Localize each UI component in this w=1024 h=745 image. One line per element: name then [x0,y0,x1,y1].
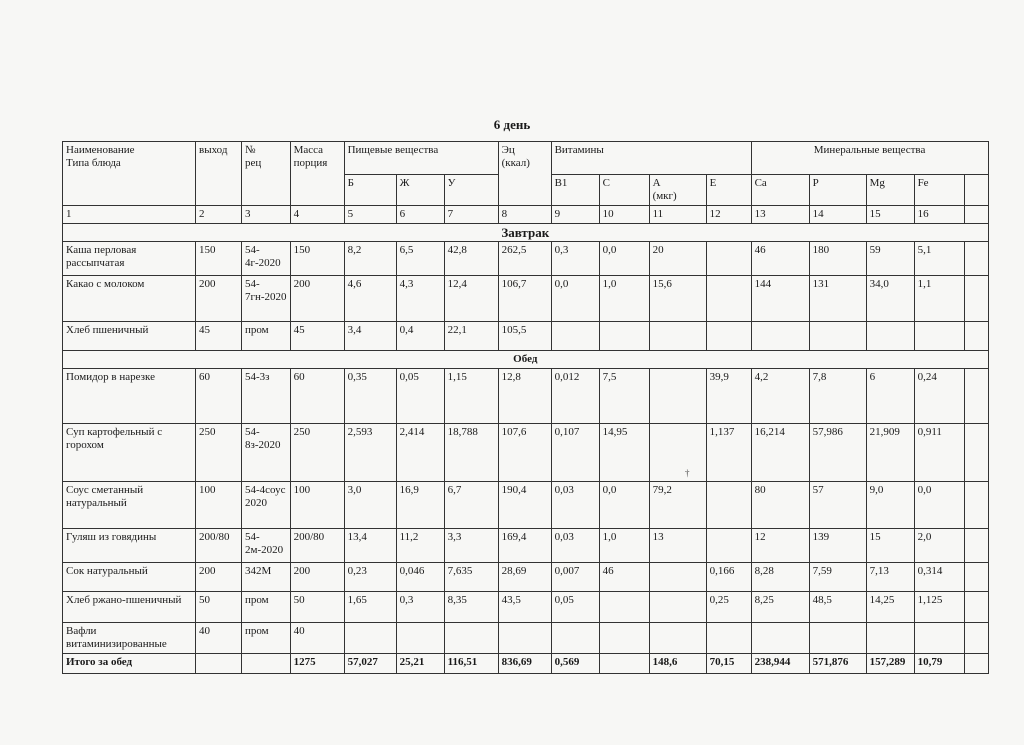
cell [444,623,498,654]
cell: 15 [866,206,914,224]
cell: 0,0 [599,242,649,276]
cell: 0,911 [914,424,964,482]
cell: 57 [809,482,866,529]
cell: 60 [196,369,242,424]
cell: 54-2м-2020 [242,529,291,563]
header-row-1 [63,142,989,175]
table-row [63,322,989,351]
cell: 1,1 [914,276,964,322]
cell: 21,909 [866,424,914,482]
column-number-row [63,206,989,224]
cell: 0,05 [551,592,599,623]
cell: 7,8 [809,369,866,424]
cell: 262,5 [498,242,551,276]
cell [599,322,649,351]
cell [964,322,988,351]
cell: 0,107 [551,424,599,482]
cell: 100 [290,482,344,529]
cell: 12 [706,206,751,224]
cell: 10 [599,206,649,224]
cell: 238,944 [751,654,809,674]
cell: 200 [290,563,344,592]
cell: 34,0 [866,276,914,322]
cell: пром [242,322,291,351]
cell [396,623,444,654]
cell: 11,2 [396,529,444,563]
cell: 2 [196,206,242,224]
cell: 1 [63,206,196,224]
cell: 1,0 [599,276,649,322]
cell: 3,0 [344,482,396,529]
cell: 46 [599,563,649,592]
cell: 1,125 [914,592,964,623]
cell: 18,788 [444,424,498,482]
cell: Сок натуральный [63,563,196,592]
table-row [63,482,989,529]
cell: 13 [751,206,809,224]
section-breakfast [63,224,989,242]
cell: 4,2 [751,369,809,424]
cell [196,654,242,674]
cell: 6,7 [444,482,498,529]
cell: 45 [196,322,242,351]
cell: 12,4 [444,276,498,322]
cell: 0,569 [551,654,599,674]
cell: 0,3 [551,242,599,276]
cell: 57,027 [344,654,396,674]
header-output: выход [196,142,242,206]
cell: 571,876 [809,654,866,674]
cell: 0,007 [551,563,599,592]
cell: Помидор в нарезке [63,369,196,424]
cell [599,623,649,654]
cell: 342М [242,563,291,592]
cell: 190,4 [498,482,551,529]
cell: 43,5 [498,592,551,623]
cell: 7,635 [444,563,498,592]
cell [649,369,706,424]
header-zh: Ж [396,175,444,206]
cell [914,623,964,654]
cell [964,424,988,482]
cell: 0,23 [344,563,396,592]
cell: 50 [196,592,242,623]
cell: 15 [866,529,914,563]
cell [706,276,751,322]
cell: 7,13 [866,563,914,592]
cell: 0,35 [344,369,396,424]
table-row [63,242,989,276]
cell [649,424,706,482]
header-u: У [444,175,498,206]
cell: 0,0 [599,482,649,529]
cell: 16 [914,206,964,224]
cell: 169,4 [498,529,551,563]
cell: 8,35 [444,592,498,623]
cell: 9 [551,206,599,224]
cell [649,322,706,351]
cell: 200 [196,563,242,592]
cell [964,529,988,563]
header-p: Р [809,175,866,206]
cell: 3,4 [344,322,396,351]
cell [914,322,964,351]
cell: 6,5 [396,242,444,276]
cell: 836,69 [498,654,551,674]
cell: 0,24 [914,369,964,424]
cell: 4,3 [396,276,444,322]
cell: 131 [809,276,866,322]
cell: Суп картофельный с горохом [63,424,196,482]
cell: Хлеб пшеничный [63,322,196,351]
cell [551,623,599,654]
cell: 54-8з-2020 [242,424,291,482]
cell: 14,95 [599,424,649,482]
cell [344,623,396,654]
cell: 2,593 [344,424,396,482]
cell: 40 [196,623,242,654]
total-row [63,654,989,674]
table-row [63,369,989,424]
stray-mark: † [685,468,690,478]
header-b: Б [344,175,396,206]
cell: 2,414 [396,424,444,482]
cell [599,654,649,674]
cell: 10,79 [914,654,964,674]
cell: 54-4г-2020 [242,242,291,276]
cell: 3,3 [444,529,498,563]
cell: Гуляш из говядины [63,529,196,563]
table-row [63,276,989,322]
cell [551,322,599,351]
cell: 200/80 [290,529,344,563]
cell [751,623,809,654]
cell: 0,3 [396,592,444,623]
table-row [63,592,989,623]
cell: 13 [649,529,706,563]
cell: 0,0 [551,276,599,322]
cell [964,482,988,529]
cell: 100 [196,482,242,529]
cell: 20 [649,242,706,276]
cell [964,276,988,322]
table-row [63,563,989,592]
table-row [63,623,989,654]
cell [599,592,649,623]
cell: 139 [809,529,866,563]
cell: 200/80 [196,529,242,563]
cell: 0,012 [551,369,599,424]
cell: 7,59 [809,563,866,592]
cell: 0,4 [396,322,444,351]
cell [964,654,988,674]
cell: 144 [751,276,809,322]
cell: 250 [196,424,242,482]
cell [649,563,706,592]
cell: 39,9 [706,369,751,424]
header-mass: Масса порция [290,142,344,206]
cell: 2,0 [914,529,964,563]
cell: 45 [290,322,344,351]
header-vitamins: Витамины [551,142,751,175]
cell: 8,25 [751,592,809,623]
cell: 0,0 [914,482,964,529]
section-lunch [63,351,989,369]
cell: 157,289 [866,654,914,674]
cell: 22,1 [444,322,498,351]
cell: 1,15 [444,369,498,424]
cell [706,529,751,563]
cell [964,369,988,424]
cell [866,623,914,654]
cell: 57,986 [809,424,866,482]
cell: 116,51 [444,654,498,674]
cell [242,654,291,674]
header-ca: Са [751,175,809,206]
cell: 3 [242,206,291,224]
cell: 46 [751,242,809,276]
cell: Хлеб ржано-пшеничный [63,592,196,623]
section-title: Обед [63,351,989,369]
table-row [63,424,989,482]
cell: 12 [751,529,809,563]
cell: 48,5 [809,592,866,623]
cell [498,623,551,654]
cell: 180 [809,242,866,276]
cell: 200 [196,276,242,322]
header-e: Е [706,175,751,206]
cell: 40 [290,623,344,654]
cell [964,592,988,623]
cell: 0,046 [396,563,444,592]
cell: 8,28 [751,563,809,592]
cell: 250 [290,424,344,482]
cell: 7 [444,206,498,224]
header-recipe: № рец [242,142,291,206]
cell: 13,4 [344,529,396,563]
cell: 0,25 [706,592,751,623]
header-c: С [599,175,649,206]
cell: 8,2 [344,242,396,276]
cell: 15,6 [649,276,706,322]
header-fe: Fe [914,175,964,206]
cell: 5 [344,206,396,224]
cell: 12,8 [498,369,551,424]
cell: 54-3з [242,369,291,424]
cell: 0,05 [396,369,444,424]
table-row [63,529,989,563]
header-nutrients: Пищевые вещества [344,142,498,175]
cell [809,623,866,654]
cell: 4 [290,206,344,224]
cell: Какао с молоком [63,276,196,322]
cell: Каша перловая рассыпчатая [63,242,196,276]
cell: 50 [290,592,344,623]
cell: 1,65 [344,592,396,623]
cell: 60 [290,369,344,424]
cell: 80 [751,482,809,529]
header-a: А (мкг) [649,175,706,206]
cell [809,322,866,351]
header-mg: Mg [866,175,914,206]
header-name: Наименование Типа блюда [63,142,196,206]
cell [964,206,988,224]
cell: 54-7гн-2020 [242,276,291,322]
cell: 1275 [290,654,344,674]
cell [649,623,706,654]
cell: пром [242,592,291,623]
cell: 16,9 [396,482,444,529]
cell: 16,214 [751,424,809,482]
cell: 6 [866,369,914,424]
cell [964,623,988,654]
cell [706,623,751,654]
cell: 1,0 [599,529,649,563]
cell [706,482,751,529]
cell: 5,1 [914,242,964,276]
cell: 4,6 [344,276,396,322]
cell: 14,25 [866,592,914,623]
cell [866,322,914,351]
cell [706,242,751,276]
cell: Итого за обед [63,654,196,674]
header-empty [964,175,988,206]
cell [751,322,809,351]
cell [964,242,988,276]
cell: 107,6 [498,424,551,482]
cell: 7,5 [599,369,649,424]
cell: 0,166 [706,563,751,592]
cell: 0,03 [551,482,599,529]
section-title: Завтрак [63,224,989,242]
cell: 70,15 [706,654,751,674]
cell: Соус сметанный натуральный [63,482,196,529]
cell: 150 [196,242,242,276]
header-energy: Эц (ккал) [498,142,551,206]
cell [964,563,988,592]
cell: 150 [290,242,344,276]
cell: 59 [866,242,914,276]
page-title: 6 день [493,117,531,132]
cell: 11 [649,206,706,224]
cell: 79,2 [649,482,706,529]
cell: 105,5 [498,322,551,351]
cell: 8 [498,206,551,224]
cell: 6 [396,206,444,224]
cell: 25,21 [396,654,444,674]
cell: 148,6 [649,654,706,674]
cell: 106,7 [498,276,551,322]
nutrition-table [62,141,989,674]
cell: 28,69 [498,563,551,592]
cell: 0,03 [551,529,599,563]
cell: 42,8 [444,242,498,276]
cell: пром [242,623,291,654]
cell: 0,314 [914,563,964,592]
cell: Вафли витаминизированные [63,623,196,654]
cell: 9,0 [866,482,914,529]
cell: 1,137 [706,424,751,482]
header-minerals: Минеральные вещества [751,142,988,175]
cell: 200 [290,276,344,322]
cell [649,592,706,623]
cell [706,322,751,351]
cell: 14 [809,206,866,224]
header-b1: В1 [551,175,599,206]
cell: 54-4соус 2020 [242,482,291,529]
